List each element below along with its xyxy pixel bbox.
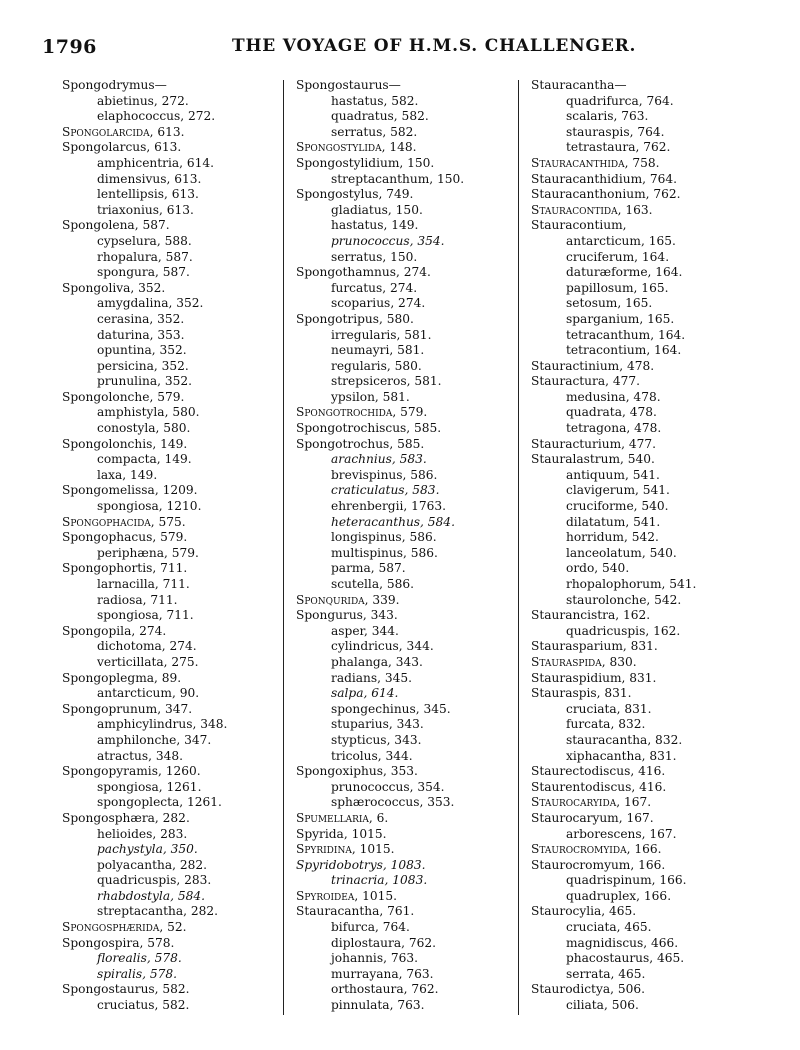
index-subentry: lentellipsis, 613. [97, 187, 199, 202]
index-subentry: dilatatum, 541. [566, 514, 661, 529]
index-entry: Stauracantha— [531, 78, 627, 92]
index-subentry: hastatus, 149. [331, 218, 419, 233]
index-entry: Stauracontium, [531, 218, 627, 233]
index-subentry: streptacanthum, 150. [331, 171, 465, 186]
index-entry: Spongopila, 274. [62, 623, 167, 638]
index-entry: Stauractinium, 478. [531, 358, 655, 373]
index-entry: Staurocaryida, 167. [531, 795, 652, 810]
index-subentry: pachystyla, 350. [97, 842, 198, 857]
index-entry: Staurasparium, 831. [531, 639, 658, 654]
index-subentry: phacostaurus, 465. [566, 951, 685, 966]
index-entry: Spongostaurus, 582. [62, 982, 190, 997]
index-subentry: atractus, 348. [97, 748, 183, 763]
index-entry: Spongospira, 578. [62, 935, 175, 950]
index-subentry: cruciata, 831. [566, 701, 652, 716]
index-subentry: spongura, 587. [97, 265, 190, 280]
index-subentry: stuparius, 343. [331, 717, 424, 732]
index-subentry: irregularis, 581. [331, 327, 432, 342]
index-entry: Spongolarcida, 613. [62, 124, 185, 139]
index-subentry: quadrispinum, 166. [566, 873, 687, 888]
index-entry: Stauractura, 477. [531, 374, 641, 389]
index-subentry: cruciforme, 540. [566, 499, 669, 514]
index-subentry: quadrifurca, 764. [566, 93, 674, 108]
index-entry: Spumellaria, 6. [296, 810, 389, 825]
index-entry: Stauracanthidium, 764. [531, 171, 678, 186]
index-subentry: quadratus, 582. [331, 109, 429, 124]
index-subentry: parma, 587. [331, 561, 406, 576]
index-subentry: salpa, 614. [331, 686, 399, 701]
index-entry: Spongolonchis, 149. [62, 436, 188, 451]
index-subentry: radians, 345. [331, 670, 413, 685]
index-subentry: persicina, 352. [97, 358, 189, 373]
index-subentry: johannis, 763. [331, 951, 418, 966]
index-entry: Spongosphæra, 282. [62, 810, 190, 825]
index-subentry: ciliata, 506. [566, 998, 639, 1013]
index-subentry: streptacantha, 282. [97, 904, 218, 919]
index-subentry: rhopalura, 587. [97, 249, 193, 264]
index-subentry: stauraspis, 764. [566, 124, 665, 139]
index-subentry: spongiosa, 711. [97, 608, 194, 623]
index-subentry: neumayri, 581. [331, 343, 425, 358]
index-subentry: radiosa, 711. [97, 592, 178, 607]
index-subentry: dichotoma, 274. [97, 639, 197, 654]
index-subentry: antarcticum, 165. [566, 233, 676, 248]
index-subentry: strepsiceros, 581. [331, 374, 442, 389]
index-subentry: cruciatus, 582. [97, 998, 190, 1013]
index-subentry: quadricuspis, 162. [566, 623, 681, 638]
index-column-3 [531, 78, 761, 1014]
index-subentry: heteracanthus, 584. [331, 514, 455, 529]
index-subentry: ehrenbergii, 1763. [331, 499, 447, 514]
index-subentry: papillosum, 165. [566, 280, 669, 295]
index-entry: Spongophacus, 579. [62, 530, 188, 545]
index-subentry: cerasina, 352. [97, 311, 185, 326]
index-subentry: medusina, 478. [566, 389, 661, 404]
index-subentry: amphicylindrus, 348. [97, 717, 228, 732]
index-subentry: spiralis, 578. [97, 966, 177, 981]
index-subentry: tricolus, 344. [331, 748, 413, 763]
index-subentry: ordo, 540. [566, 561, 630, 576]
index-subentry: arachnius, 583. [331, 452, 427, 467]
index-subentry: larnacilla, 711. [97, 577, 190, 591]
index-entry: Staurocromyida, 166. [531, 842, 662, 857]
index-entry: Stauralastrum, 540. [531, 452, 655, 467]
index-subentry: diplostaura, 762. [331, 935, 436, 950]
index-subentry: spongechinus, 345. [331, 701, 451, 716]
index-subentry: laxa, 149. [97, 467, 158, 482]
index-subentry: compacta, 149. [97, 452, 192, 467]
index-subentry: amygdalina, 352. [97, 296, 204, 311]
index-subentry: rhabdostyla, 584. [97, 888, 205, 903]
index-subentry: trinacria, 1083. [331, 873, 428, 888]
index-subentry: phalanga, 343. [331, 654, 423, 669]
page-number: 1796 [42, 36, 97, 58]
index-subentry: pinnulata, 763. [331, 998, 425, 1013]
index-entry: Staurentodiscus, 416. [531, 779, 667, 794]
index-entry: Staurocylia, 465. [531, 904, 637, 919]
index-subentry: setosum, 165. [566, 296, 653, 311]
index-entry: Stauracontida, 163. [531, 202, 653, 217]
index-subentry: polyacantha, 282. [97, 857, 208, 872]
index-subentry: periphæna, 579. [97, 545, 199, 560]
index-subentry: daturina, 353. [97, 327, 185, 342]
index-subentry: scoparius, 274. [331, 296, 426, 311]
index-subentry: serratus, 150. [331, 249, 418, 264]
index-subentry: clavigerum, 541. [566, 483, 670, 498]
index-entry: Spyrida, 1015. [296, 826, 387, 841]
index-entry: Spongophacida, 575. [62, 514, 186, 529]
index-subentry: sparganium, 165. [566, 311, 675, 326]
index-entry: Spongostaurus— [296, 78, 401, 92]
index-entry: Staurocaryum, 167. [531, 810, 654, 825]
index-subentry: spongiosa, 1261. [97, 779, 202, 794]
index-entry: Stauraspis, 831. [531, 686, 632, 701]
index-subentry: murrayana, 763. [331, 966, 434, 981]
index-subentry: antiquum, 541. [566, 467, 660, 482]
index-entry: Spongotripus, 580. [296, 311, 414, 326]
index-subentry: tetracontium, 164. [566, 343, 682, 358]
index-entry: Spongoprunum, 347. [62, 701, 193, 716]
index-subentry: scalaris, 763. [566, 109, 649, 124]
index-entry: Stauracanthonium, 762. [531, 187, 681, 202]
index-subentry: furcatus, 274. [331, 280, 418, 295]
index-subentry: rhopalophorum, 541. [566, 577, 697, 591]
index-subentry: magnidiscus, 466. [566, 935, 679, 950]
index-entry: Spongurus, 343. [296, 608, 398, 623]
index-subentry: arborescens, 167. [566, 826, 677, 841]
index-subentry: tetrastaura, 762. [566, 140, 671, 155]
index-entry: Staurancistra, 162. [531, 608, 651, 623]
index-subentry: triaxonius, 613. [97, 202, 194, 217]
index-entry: Spongothamnus, 274. [296, 265, 431, 280]
index-subentry: prunulina, 352. [97, 374, 192, 389]
index-entry: Staurocromyum, 166. [531, 857, 666, 872]
index-entry: Sponqurida, 339. [296, 592, 400, 607]
index-entry: Spongosphærida, 52. [62, 920, 187, 935]
index-entry: Spongotrochiscus, 585. [296, 421, 442, 436]
index-entry: Spyridina, 1015. [296, 842, 395, 857]
index-subentry: sphærococcus, 353. [331, 795, 455, 810]
index-entry: Spongostylida, 148. [296, 140, 417, 155]
running-title: THE VOYAGE OF H.M.S. CHALLENGER. [232, 36, 637, 56]
index-entry: Staurodictya, 506. [531, 982, 645, 997]
index-entry: Stauracantha, 761. [296, 904, 415, 919]
index-entry: Stauraspidium, 831. [531, 670, 657, 685]
index-subentry: furcata, 832. [566, 717, 646, 732]
index-entry: Spyridobotrys, 1083. [296, 857, 426, 872]
index-subentry: conostyla, 580. [97, 421, 191, 436]
index-subentry: quadruplex, 166. [566, 888, 672, 903]
index-subentry: quadricuspis, 283. [97, 873, 212, 888]
index-subentry: horridum, 542. [566, 530, 659, 545]
index-entry: Spongoplegma, 89. [62, 670, 182, 685]
index-entry: Spongolena, 587. [62, 218, 170, 233]
index-subentry: tetragona, 478. [566, 421, 662, 436]
index-subentry: multispinus, 586. [331, 545, 438, 560]
index-subentry: abietinus, 272. [97, 93, 189, 108]
column-divider [518, 80, 519, 1015]
index-subentry: lanceolatum, 540. [566, 545, 677, 560]
index-entry: Staurectodiscus, 416. [531, 764, 666, 779]
index-subentry: daturæforme, 164. [566, 265, 683, 280]
index-entry: Spongostylus, 749. [296, 187, 414, 202]
index-subentry: stypticus, 343. [331, 732, 422, 747]
index-column-1 [62, 78, 272, 1014]
index-subentry: xiphacantha, 831. [566, 748, 677, 763]
index-subentry: opuntina, 352. [97, 343, 187, 358]
index-entry: Stauracturium, 477. [531, 436, 657, 451]
index-entry: Spyroidea, 1015. [296, 888, 397, 903]
index-subentry: hastatus, 582. [331, 93, 419, 108]
index-subentry: amphilonche, 347. [97, 732, 212, 747]
index-subentry: quadrata, 478. [566, 405, 657, 420]
index-entry: Spongotrochida, 579. [296, 405, 428, 420]
index-subentry: elaphococcus, 272. [97, 109, 216, 124]
index-entry: Spongoxiphus, 353. [296, 764, 418, 779]
index-subentry: prunococcus, 354. [331, 779, 445, 794]
index-subentry: cylindricus, 344. [331, 639, 434, 654]
index-subentry: orthostaura, 762. [331, 982, 439, 997]
index-subentry: craticulatus, 583. [331, 483, 440, 498]
index-subentry: scutella, 586. [331, 577, 414, 591]
index-entry: Stauracanthida, 758. [531, 155, 660, 170]
index-subentry: bifurca, 764. [331, 920, 410, 935]
index-entry: Spongomelissa, 1209. [62, 483, 198, 498]
index-subentry: cypselura, 588. [97, 233, 192, 248]
index-subentry: amphicentria, 614. [97, 155, 215, 170]
index-entry: Spongopyramis, 1260. [62, 764, 201, 779]
index-entry: Spongolonche, 579. [62, 389, 185, 404]
index-subentry: cruciata, 465. [566, 920, 652, 935]
index-subentry: brevispinus, 586. [331, 467, 438, 482]
index-subentry: antarcticum, 90. [97, 686, 200, 701]
index-subentry: cruciferum, 164. [566, 249, 670, 264]
index-entry: Spongostylidium, 150. [296, 155, 435, 170]
index-entry: Spongophortis, 711. [62, 561, 188, 576]
index-subentry: verticillata, 275. [97, 654, 199, 669]
index-subentry: ypsilon, 581. [331, 389, 410, 404]
index-subentry: dimensivus, 613. [97, 171, 202, 186]
index-entry: Stauraspida, 830. [531, 654, 637, 669]
index-subentry: spongiosa, 1210. [97, 499, 202, 514]
index-subentry: serratus, 582. [331, 124, 418, 139]
index-subentry: stauracantha, 832. [566, 732, 683, 747]
index-entry: Spongotrochus, 585. [296, 436, 425, 451]
index-subentry: asper, 344. [331, 623, 399, 638]
index-column-2 [296, 78, 516, 1014]
index-subentry: longispinus, 586. [331, 530, 437, 545]
index-subentry: regularis, 580. [331, 358, 422, 373]
index-subentry: prunococcus, 354. [331, 233, 445, 248]
index-entry: Spongoliva, 352. [62, 280, 166, 295]
index-subentry: spongoplecta, 1261. [97, 795, 222, 810]
index-subentry: serrata, 465. [566, 966, 646, 981]
index-subentry: gladiatus, 150. [331, 202, 423, 217]
index-entry: Spongodrymus— [62, 78, 167, 92]
index-entry: Spongolarcus, 613. [62, 140, 182, 155]
index-subentry: helioides, 283. [97, 826, 188, 841]
index-subentry: amphistyla, 580. [97, 405, 200, 420]
column-divider [283, 80, 284, 1015]
index-subentry: staurolonche, 542. [566, 592, 682, 607]
index-subentry: tetracanthum, 164. [566, 327, 686, 342]
index-subentry: florealis, 578. [97, 951, 182, 966]
